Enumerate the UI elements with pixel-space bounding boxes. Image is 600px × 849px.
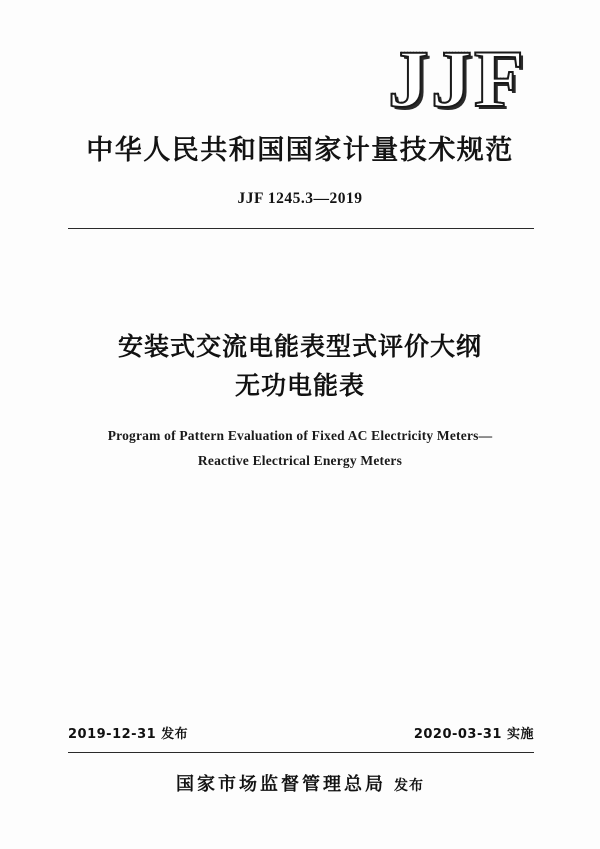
jjf-logo: [386, 33, 528, 124]
issue-date: 2019-12-31 发布: [68, 727, 189, 742]
jjf-logo-text: JJF: [387, 33, 526, 124]
document-title-cn-line2: 无功电能表: [234, 370, 365, 400]
divider-bottom: [68, 752, 534, 753]
issuer-name: 国家市场监督管理总局: [176, 774, 386, 795]
document-title-en-line2: Reactive Electrical Energy Meters: [197, 452, 403, 468]
document-title-en: [0, 424, 600, 474]
document-title-cn: [0, 328, 600, 406]
divider-top: [68, 228, 534, 229]
effective-date: 2020-03-31 实施: [413, 727, 534, 742]
series-title: 中华人民共和国国家计量技术规范: [86, 135, 514, 166]
issuer-suffix: 发布: [394, 778, 424, 794]
issuer-row: [0, 770, 600, 796]
document-title-en-line1: Program of Pattern Evaluation of Fixed AC Electricity Meters—: [107, 428, 493, 443]
date-row: [68, 723, 534, 742]
standard-number: JJF 1245.3—2019: [237, 190, 363, 207]
document-title-cn-line1: 安装式交流电能表型式评价大纲: [117, 332, 482, 361]
